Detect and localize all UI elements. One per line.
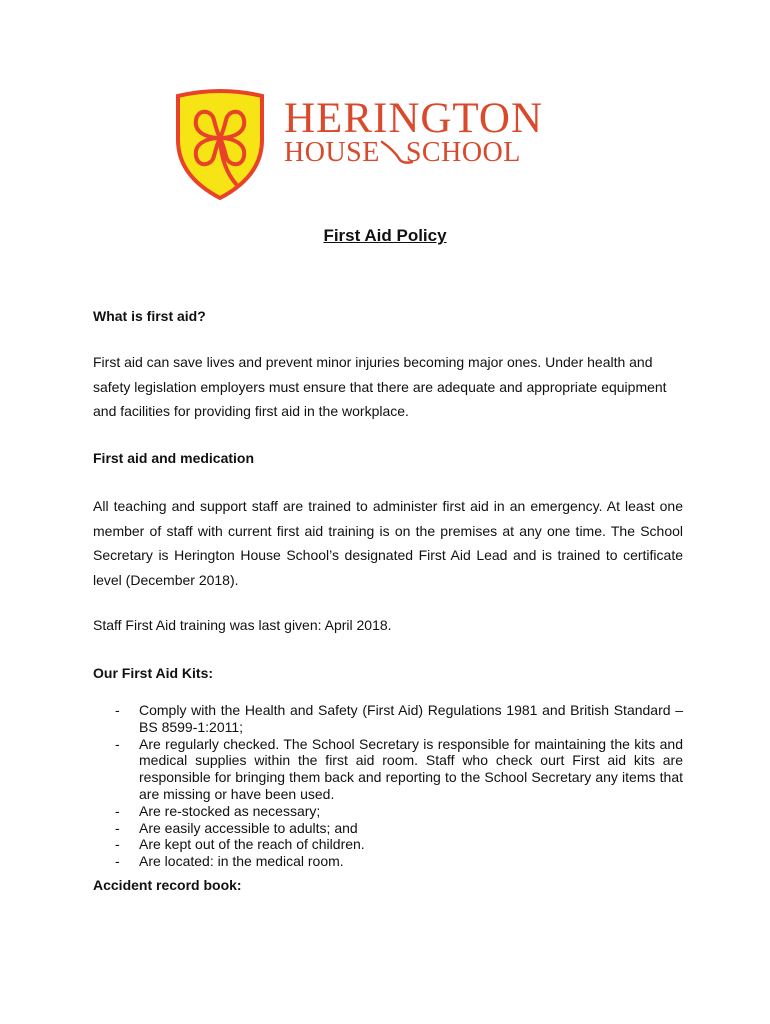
section-paragraph: First aid can save lives and prevent minor injuries becoming major ones. Under health and safety legislation employers must ensure that there are adequate and appropriate equipment and facilities for providing first aid in the workplace. bbox=[93, 354, 667, 419]
section-heading: Our First Aid Kits: bbox=[93, 665, 214, 681]
first-aid-kits-list bbox=[93, 702, 683, 870]
section-heading: Accident record book: bbox=[93, 877, 242, 893]
brand-word-house: HOUSE bbox=[284, 137, 380, 168]
brand-swash-divider bbox=[380, 140, 414, 164]
section-heading: First aid and medication bbox=[93, 450, 255, 466]
list-item: - Are regularly checked. The School Secretary is responsible for maintaining the kits and medical supplies within the first aid room. Staff who check ourt First aid kits are responsible for bringing them back and reporting to the School Secretary any items that are missing or have been used. bbox=[115, 735, 683, 802]
list-item: - Comply with the Health and Safety (First Aid) Regulations 1981 and British Standard – BS 8599-1:2011; bbox=[115, 702, 683, 735]
list-item: - Are easily accessible to adults; and bbox=[115, 819, 358, 836]
page-title: First Aid Policy bbox=[323, 226, 447, 245]
brand-name-line1: HERINGTON bbox=[284, 95, 544, 142]
section-paragraph: Staff First Aid training was last given: April 2018. bbox=[93, 617, 392, 633]
section-heading: What is first aid? bbox=[93, 308, 206, 324]
list-item: - Are re-stocked as necessary; bbox=[115, 802, 321, 819]
list-item: - Are located: in the medical room. bbox=[115, 853, 344, 870]
brand-word-school: SCHOOL bbox=[405, 137, 521, 168]
section-paragraph: All teaching and support staff are trained to administer first aid in an emergency. At least one member of staff with current first aid training is on the premises at any one time. The School Secretary is Herington House School’s designated First Aid Lead and is trained to certificate level (December 2018). bbox=[93, 498, 683, 588]
school-crest-logo bbox=[172, 88, 268, 200]
list-item: - Are kept out of the reach of children. bbox=[115, 836, 365, 853]
